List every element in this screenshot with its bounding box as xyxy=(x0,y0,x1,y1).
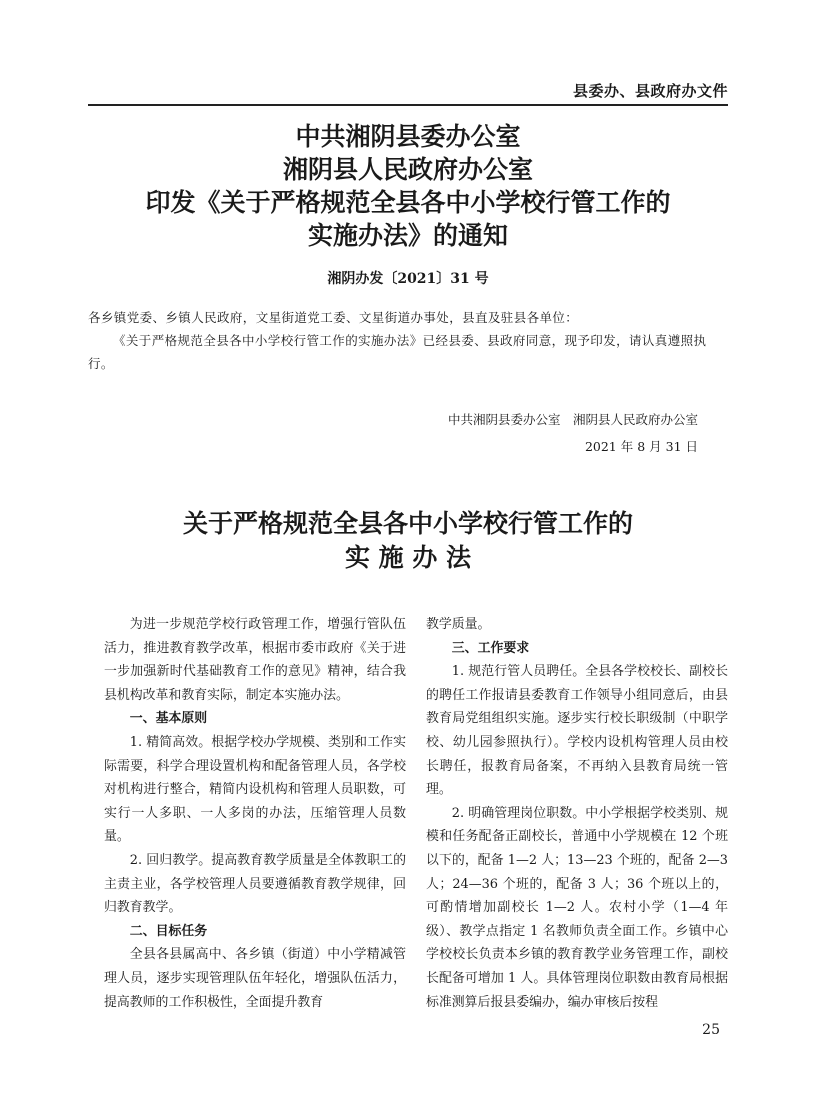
notice-title xyxy=(0,120,816,252)
section-header-label: 县委办、县政府办文件 xyxy=(572,82,728,100)
section-heading: 三、工作要求 xyxy=(451,640,530,656)
paragraph: 为进一步规范学校行政管理工作，增强行管队伍活力，推进教育教学改革，根据市委市政府《关于进一步加强新时代基础教育工作的意见》精神，结合我县机构改革和教育实际，制定本实施办法。 xyxy=(104,617,406,703)
recipients: 各乡镇党委、乡镇人民政府，文星街道党工委、文星街道办事处，县直及驻县各单位： xyxy=(88,310,579,325)
section-heading: 一、基本原则 xyxy=(129,711,208,727)
page-number: 25 xyxy=(702,1022,720,1038)
title-line: 实施办法》的通知 xyxy=(307,221,508,250)
subtitle-line: 关于严格规范全县各中小学校行管工作的 xyxy=(182,509,633,538)
paragraph: 1. 规范行管人员聘任。全县各学校校长、副校长的聘任工作报请县委教育工作领导小组同意后，由县教育局党组组织实施。逐步实行校长职级制（中职学校、幼儿园参照执行）。学校内设机构管理人员由校长聘任，报教育局备案，不再纳入县教育局统一管理。 xyxy=(426,664,728,798)
measures-title xyxy=(0,507,816,575)
paragraph: 2. 明确管理岗位职数。中小学根据学校类别、规模和任务配备正副校长，普通中小学规模在 12 个班以下的，配备 1—2 人；13—23 个班的，配备 2—3 人；24—36 个班的，配备 3 人；36 个班以上的，可酌情增加副校长 1—2 人。农村小学（1—4 年级）、教学点指定 1 名教师负责全面工作。乡镇中心学校校长负责本乡镇的教育教学业务管理工作，副校长配备可增加 1 人。具体管理岗位职数由教育局根据标准测算后报县委编办，编办审核后按程 xyxy=(426,805,728,1010)
subtitle-line: 实 施 办 法 xyxy=(344,543,472,572)
header-divider xyxy=(88,104,728,106)
paragraph: 2. 回归教学。提高教育教学质量是全体教职工的主责主业，各学校管理人员要遵循教育教学规律，回归教育教学。 xyxy=(104,852,406,916)
left-column xyxy=(104,613,406,1014)
notice-text: 《关于严格规范全县各中小学校行管工作的实施办法》已经县委、县政府同意，现予印发，请认真遵照执行。 xyxy=(88,333,707,371)
issuing-offices: 中共湘阴县委办公室 湘阴县人民政府办公室 xyxy=(447,412,698,427)
document-number: 湘阴办发〔2021〕31 号 xyxy=(327,271,489,287)
paragraph: 全县各县属高中、各乡镇（街道）中小学精减管理人员，逐步实现管理队伍年轻化，增强队伍活力，提高教师的工作积极性，全面提升教育 xyxy=(104,947,406,1010)
title-line: 湘阴县人民政府办公室 xyxy=(282,155,533,184)
right-column xyxy=(426,613,728,1014)
signature-block xyxy=(448,406,698,460)
section-heading: 二、目标任务 xyxy=(129,923,208,939)
paragraph-continuation: 教学质量。 xyxy=(426,617,491,632)
paragraph: 1. 精简高效。根据学校办学规模、类别和工作实际需要，科学合理设置机构和配备管理人员，各学校对机构进行整合，精简内设机构和管理人员职数，可实行一人多职、一人多岗的办法，压缩管理人员数量。 xyxy=(104,734,406,845)
notice-body xyxy=(88,306,730,375)
title-line: 印发《关于严格规范全县各中小学校行管工作的 xyxy=(145,188,671,217)
issue-date: 2021 年 8 月 31 日 xyxy=(584,439,698,454)
title-line: 中共湘阴县委办公室 xyxy=(295,122,521,151)
